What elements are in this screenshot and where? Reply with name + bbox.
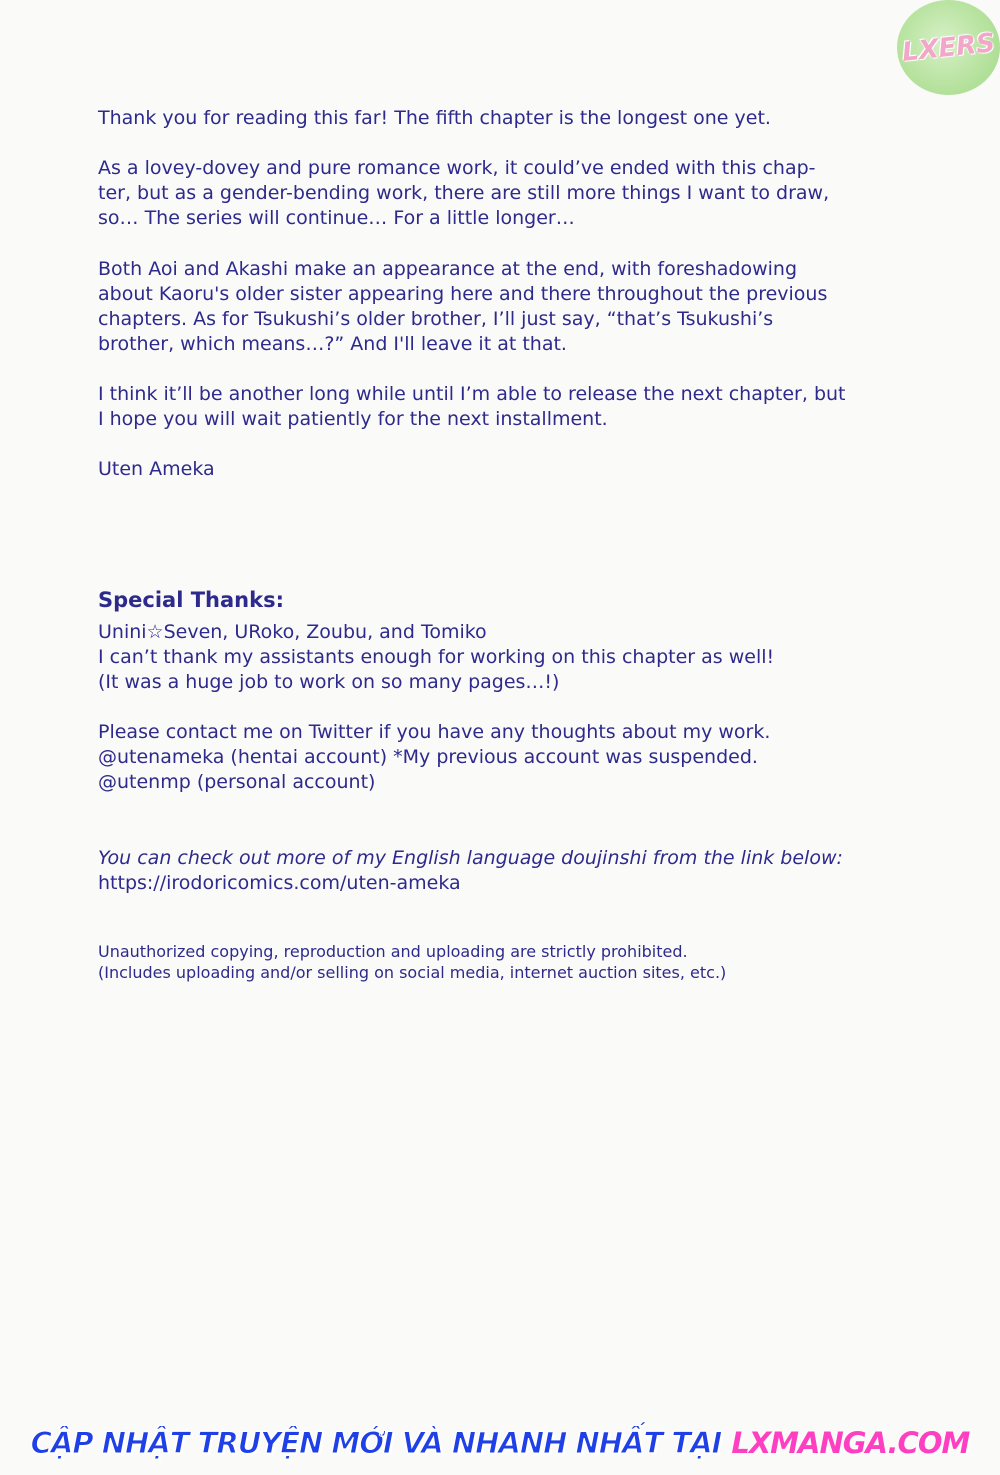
- more-works-line: You can check out more of my English language doujinshi from the link below:: [98, 847, 843, 869]
- watermark-logo: [897, 0, 1000, 95]
- promo-banner: [0, 1418, 1000, 1468]
- afterword-paragraph-4: I think it’ll be another long while until I’m able to release the next chapter, but I hope you will wait patiently for the next installment.: [98, 383, 846, 430]
- author-signature: Uten Ameka: [98, 458, 215, 480]
- contact-info: Please contact me on Twitter if you have any thoughts about my work. @utenameka (hentai account) *My previous account was suspended. @utenmp (personal account): [98, 721, 771, 793]
- special-thanks-body: Unini☆Seven, URoko, Zoubu, and Tomiko I can’t thank my assistants enough for working on this chapter as well! (It was a huge job to work on so many pages…!): [98, 621, 775, 693]
- special-thanks-heading: Special Thanks:: [98, 588, 284, 612]
- watermark-logo-text: LXERS: [900, 27, 997, 68]
- afterword-paragraph-2: As a lovey-dovey and pure romance work, it could’ve ended with this chap- ter, but as a gender-bending work, there are still more things I want to draw, so… The series will continue… For a little longer…: [98, 157, 830, 229]
- promo-banner-text: CẬP NHẬT TRUYỆN MỚI VÀ NHANH NHẤT TẠI: [30, 1426, 722, 1460]
- more-works-link[interactable]: https://irodoricomics.com/uten-ameka: [98, 872, 461, 894]
- afterword-paragraph-3: Both Aoi and Akashi make an appearance at the end, with foreshadowing about Kaoru's older sister appearing here and there throughout the previous chapters. As for Tsukushi’s older brother, I’ll just say, “that’s Tsukushi’s brother, which means…?” And I'll leave it at that.: [98, 258, 828, 355]
- promo-banner-site[interactable]: LXMANGA.COM: [731, 1426, 970, 1460]
- legal-notice: Unauthorized copying, reproduction and uploading are strictly prohibited. (Includes uploading and/or selling on social media, internet auction sites, etc.): [98, 942, 727, 982]
- afterword-paragraph-1: Thank you for reading this far! The fifth chapter is the longest one yet.: [98, 107, 771, 129]
